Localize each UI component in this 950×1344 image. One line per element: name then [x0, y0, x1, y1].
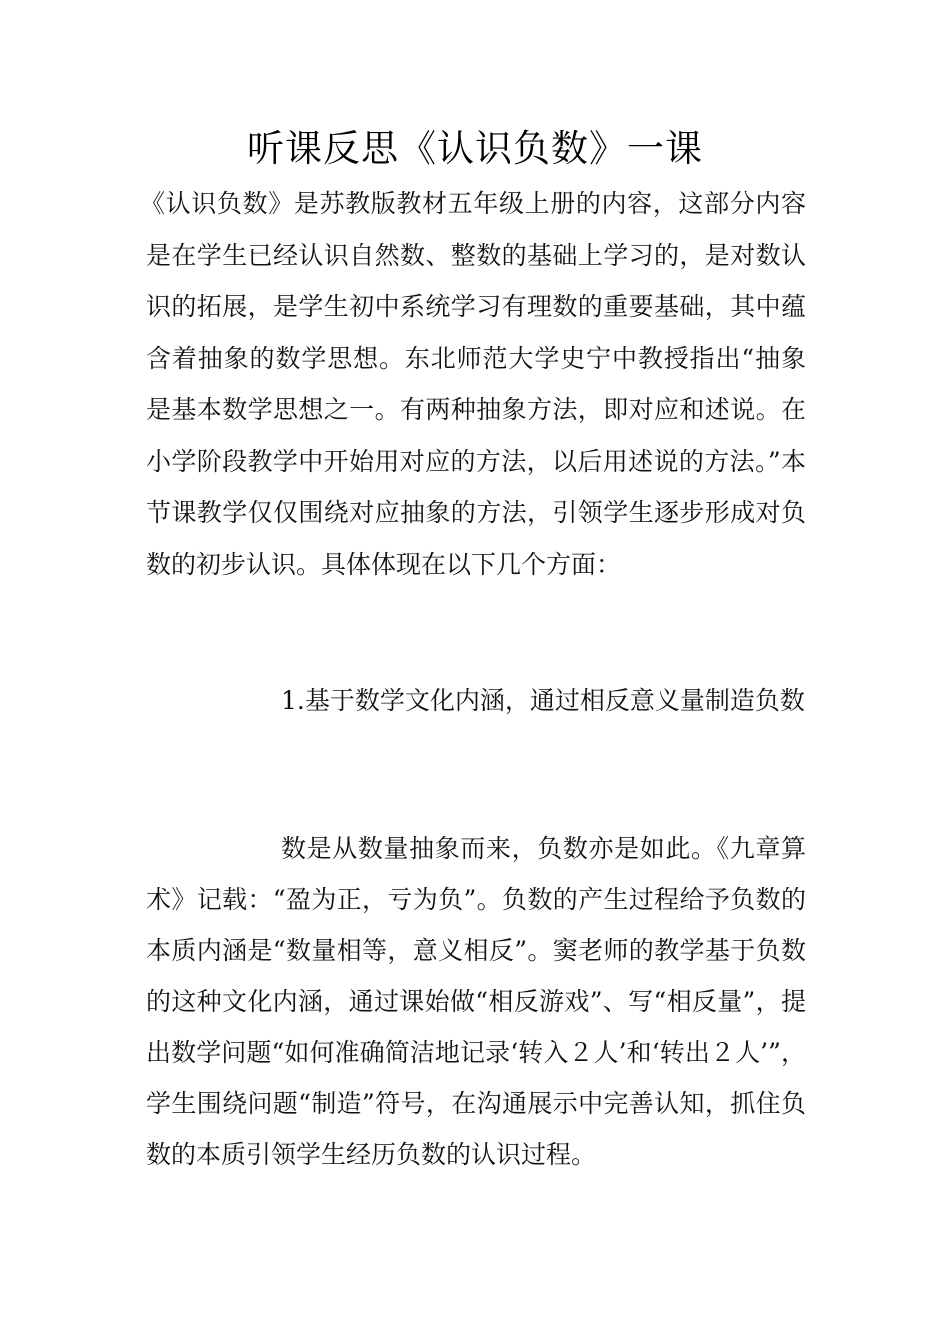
section-heading-1: 1.基于数学文化内涵，通过相反意义量制造负数 [281, 686, 805, 715]
intro-paragraph: 《认识负数》是苏教版教材五年级上册的内容，这部分内容是在学生已经认识自然数、整数的基础上学习的，是对数认识的拓展，是学生初中系统学习有理数的重要基础，其中蕴含着抽象的数学思想。东北师范大学史宁中教授指出“抽象是基本数学思想之一。有两种抽象方法，即对应和述说。在小学阶段教学中开始用对应的方法，以后用述说的方法。”本节课教学仅仅围绕对应抽象的方法，引领学生逐步形成对负数的初步认识。具体体现在以下几个方面： [140, 189, 806, 579]
document-title: 听课反思《认识负数》一课 [247, 127, 703, 170]
section-paragraph-1: 数是从数量抽象而来，负数亦是如此。《九章算术》记载：“盈为正，亏为负”。负数的产生过程给予负数的本质内涵是“数量相等，意义相反”。窦老师的教学基于负数的这种文化内涵，通过课始做“相反游戏”、写“相反量”，提出数学问题“如何准确简洁地记录‘转入２人’和‘转出２人’”，学生围绕问题“制造”符号，在沟通展示中完善认知，抓住负数的本质引领学生经历负数的认识过程。 [146, 834, 806, 1169]
